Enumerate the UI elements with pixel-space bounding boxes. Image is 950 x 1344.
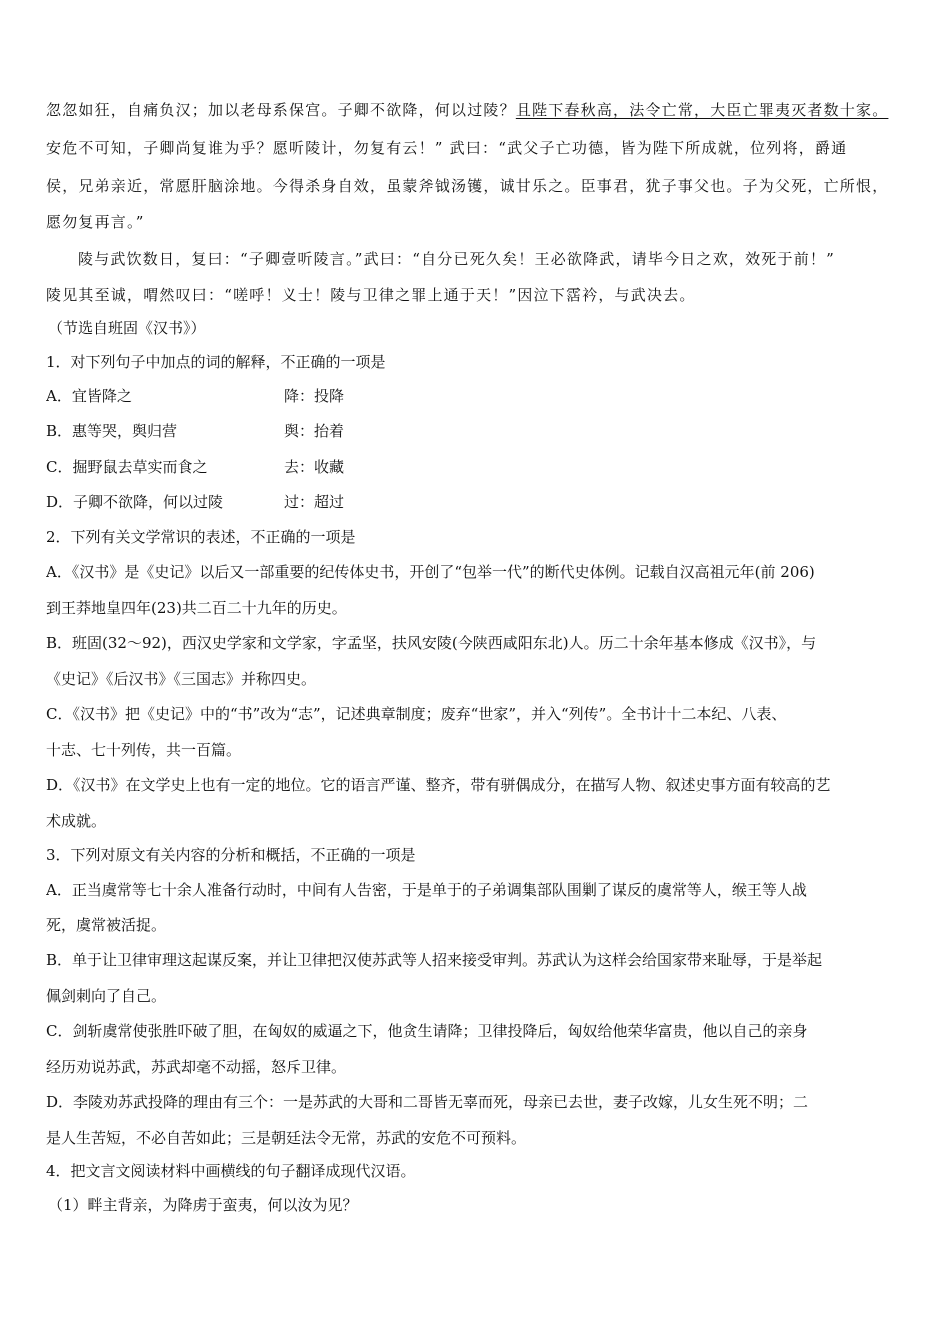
q1-option-b: B．惠等哭，舆归营: [46, 422, 178, 440]
passage-line: [46, 100, 906, 120]
q1-option-c-gloss: 去：收藏: [284, 458, 345, 476]
underlined-sentence: 且陛下春秋高，法令亡常，大臣亡罪夷灭者数十家。: [515, 101, 889, 119]
q1-option-d-gloss: 过：超过: [284, 493, 345, 511]
question-2-stem: 2．下列有关文学常识的表述，不正确的一项是: [46, 528, 356, 546]
passage-line: 陵与武饮数日，复曰：“子卿壹听陵言。”武曰：“自分已死久矣！王必欲降武，请毕今日之欢，效死于前！”: [78, 250, 835, 268]
q2-option-c-cont: 十志、七十列传，共一百篇。: [46, 741, 242, 759]
passage-text: 忽忽如狂，自痛负汉；加以老母系保宫。子卿不欲降，何以过陵？: [46, 101, 516, 119]
passage-source: （节选自班固《汉书》）: [48, 319, 206, 337]
q1-option-a-gloss: 降：投降: [284, 387, 345, 405]
question-1-stem: 1．对下列句子中加点的词的解释，不正确的一项是: [46, 353, 386, 371]
q3-option-d-cont: 是人生苦短，不必自苦如此；三是朝廷法令无常，苏武的安危不可预料。: [46, 1129, 527, 1147]
q1-option-a: A．宜皆降之: [46, 387, 132, 405]
q3-option-a-cont: 死，虞常被活捉。: [46, 916, 167, 934]
q3-option-b-cont: 佩剑刺向了自己。: [46, 987, 167, 1005]
q3-option-c-cont: 经历劝说苏武，苏武却毫不动摇，怒斥卫律。: [46, 1058, 347, 1076]
q2-option-b: B．班固(32～92)，西汉史学家和文学家，字孟坚，扶风安陵(今陕西咸阳东北)人。历二十余年基本修成《汉书》，与: [46, 634, 817, 652]
question-3-stem: 3．下列对原文有关内容的分析和概括，不正确的一项是: [46, 846, 416, 864]
passage-line: 陵见其至诚，喟然叹曰：“嗟呼！义士！陵与卫律之罪上通于天！”因泣下霑衿，与武决去。: [46, 286, 696, 304]
q3-option-c: C．剑斩虞常使张胜吓破了胆，在匈奴的威逼之下，他贪生请降；卫律投降后，匈奴给他荣华富贵，他以自己的亲身: [46, 1022, 808, 1040]
question-4-stem: 4．把文言文阅读材料中画横线的句子翻译成现代汉语。: [46, 1162, 416, 1180]
q1-option-c: C．掘野鼠去草实而食之: [46, 458, 208, 476]
q1-option-d: D．子卿不欲降，何以过陵: [46, 493, 224, 511]
q1-option-b-gloss: 舆：抬着: [284, 422, 345, 440]
q2-option-d-cont: 术成就。: [46, 812, 107, 830]
q3-option-a: A．正当虞常等七十余人准备行动时，中间有人告密，于是单于的子弟调集部队围剿了谋反的虞常等人，缑王等人战: [46, 881, 807, 899]
q2-option-d: D．《汉书》在文学史上也有一定的地位。它的语言严谨、整齐，带有骈偶成分，在描写人物、叙述史事方面有较高的艺: [46, 776, 831, 794]
q4-subquestion-1: （1）畔主背亲，为降虏于蛮夷，何以汝为见？: [48, 1196, 358, 1214]
q2-option-b-cont: 《史记》《后汉书》《三国志》并称四史。: [46, 670, 317, 688]
q3-option-b: B．单于让卫律审理这起谋反案，并让卫律把汉使苏武等人招来接受审判。苏武认为这样会给国家带来耻辱，于是举起: [46, 951, 823, 969]
q2-option-a-cont: 到王莽地皇四年(23)共二百二十九年的历史。: [46, 599, 347, 617]
passage-line: 愿勿复再言。”: [46, 213, 145, 231]
q2-option-a: A．《汉书》是《史记》以后又一部重要的纪传体史书，开创了“包举一代”的断代史体例。记载自汉高祖元年(前 206): [46, 563, 815, 581]
q2-option-c: C．《汉书》把《史记》中的“书”改为“志”，记述典章制度；废弃“世家”，并入“列传”。全书计十二本纪、八表、: [46, 705, 787, 723]
passage-line: 安危不可知，子卿尚复谁为乎？愿听陵计，勿复有云！” 武曰：“武父子亡功德，皆为陛下所成就，位列将，爵通: [46, 139, 848, 157]
passage-line: 侯，兄弟亲近，常愿肝脑涂地。今得杀身自效，虽蒙斧钺汤镬，诚甘乐之。臣事君，犹子事父也。子为父死，亡所恨，: [46, 177, 889, 195]
q3-option-d: D．李陵劝苏武投降的理由有三个：一是苏武的大哥和二哥皆无辜而死，母亲已去世，妻子改嫁，儿女生死不明；二: [46, 1093, 809, 1111]
